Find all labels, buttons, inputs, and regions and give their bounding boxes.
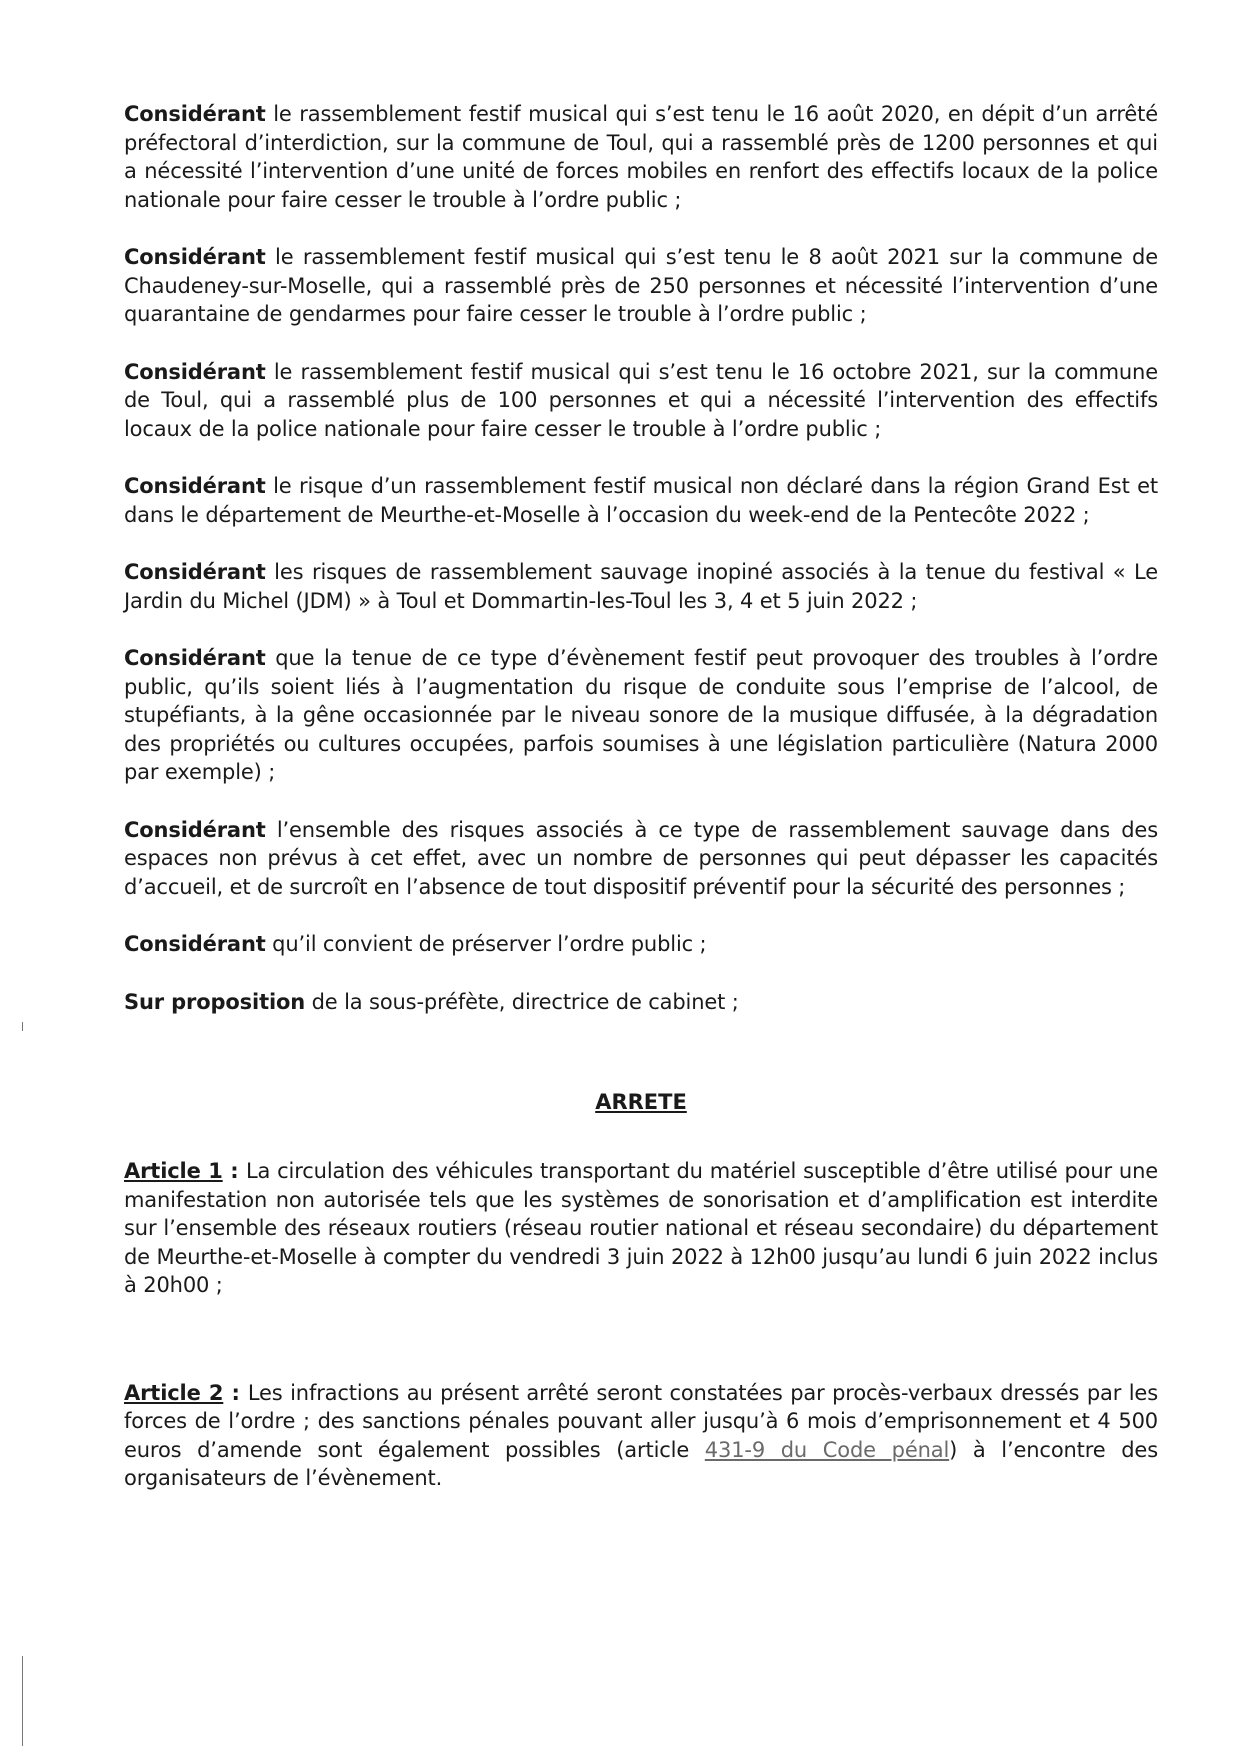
scan-margin-line [22, 1656, 23, 1746]
document-page [124, 100, 1158, 1522]
article-2-label: Article 2 [124, 1380, 224, 1405]
article-2 [124, 1379, 1158, 1493]
article-1-colon: : [222, 1159, 246, 1183]
considerant-text: l’ensemble des risques associés à ce type de rassemblement sauvage dans des espaces non prévus à cet effet, avec un nombre de personnes qui peut dépasser les capacités d’accueil, et de surcroît en l’absence de tout dispositif préventif pour la sécurité des personnes ; [124, 817, 1158, 899]
considerant-lead: Considérant [124, 817, 266, 842]
article-1-label: Article 1 [124, 1159, 223, 1183]
considerant-text: qu’il convient de préserver l’ordre public ; [265, 932, 707, 956]
scan-margin-mark [22, 1022, 23, 1031]
considerant-lead: Considérant [124, 359, 266, 384]
considerant-text: le rassemblement festif musical qui s’est tenu le 8 août 2021 sur la commune de Chaudeney-sur-Moselle, qui a rassemblé près de 250 personnes et nécessité l’intervention d’une quarantaine de gendarmes pour faire cesser le trouble à l’ordre public ; [124, 245, 1158, 326]
considerant-lead: Considérant [124, 932, 266, 956]
considerant-text: les risques de rassemblement sauvage inopiné associés à la tenue du festival « Le Jardin du Michel (JDM) » à Toul et Dommartin-les-Toul les 3, 4 et 5 juin 2022 ; [124, 560, 1158, 613]
considerant-text: le rassemblement festif musical qui s’est tenu le 16 août 2020, en dépit d’un arrêté préfectoral d’interdiction, sur la commune de Toul, qui a rassemblé près de 1200 personnes et qui a nécessité l’intervention d’une unité de forces mobiles en renfort des effectifs locaux de la police nationale pour faire cesser le trouble à l’ordre public ; [124, 102, 1158, 212]
article-2-text-before: Les infractions au présent arrêté seront constatées par procès-verbaux dressés par les forces de l’ordre ; des sanctions pénales pouvant aller jusqu’à 6 mois d’emprisonnement et 4 500 euros d’amende sont également possibles (article [124, 1380, 1158, 1462]
considerant-lead: Considérant [124, 560, 266, 584]
proposition-lead: Sur proposition [124, 989, 306, 1014]
considerant-text: que la tenue de ce type d’évènement festif peut provoquer des troubles à l’ordre public, qu’ils soient liés à l’augmentation du risque de conduite sous l’emprise de l’alcool, de stupéfiants, à la gêne occasionnée par le niveau sonore de la musique diffusée, à la dégradation des propriétés ou cultures occupées, parfois soumises à une législation particulière (Natura 2000 par exemple) ; [124, 646, 1158, 784]
article-2-text-after: ) à l’encontre des organisateurs de l’évènement. [124, 1437, 1158, 1490]
considerant-paragraph-5 [124, 558, 1158, 615]
considerant-paragraph-4 [124, 472, 1158, 529]
considerant-paragraph-8 [124, 930, 1158, 959]
considerant-paragraph-2 [124, 243, 1158, 329]
considerant-lead: Considérant [124, 646, 266, 670]
considerant-paragraph-1 [124, 100, 1158, 214]
considerant-paragraph-6 [124, 644, 1158, 787]
article-2-colon: : [223, 1380, 248, 1405]
considerant-paragraph-3 [124, 358, 1158, 444]
proposition-text: de la sous-préfète, directrice de cabinet ; [305, 989, 739, 1014]
article-1 [124, 1157, 1158, 1300]
considerant-paragraph-7 [124, 816, 1158, 902]
article-1-text: La circulation des véhicules transportant du matériel susceptible d’être utilisé pour une manifestation non autorisée tels que les systèmes de sonorisation et d’amplification est interdite sur l’ensemble des réseaux routiers (réseau routier national et réseau secondaire) du département de Meurthe-et-Moselle à compter du vendredi 3 juin 2022 à 12h00 jusqu’au lundi 6 juin 2022 inclus à 20h00 ; [124, 1159, 1159, 1297]
considerant-lead: Considérant [124, 474, 266, 498]
considerant-text: le risque d’un rassemblement festif musical non déclaré dans la région Grand Est et dans le département de Meurthe-et-Moselle à l’occasion du week-end de la Pentecôte 2022 ; [124, 474, 1158, 527]
considerant-text: le rassemblement festif musical qui s’est tenu le 16 octobre 2021, sur la commune de Toul, qui a rassemblé plus de 100 personnes et qui a nécessité l’intervention des effectifs locaux de la police nationale pour faire cesser le trouble à l’ordre public ; [124, 359, 1158, 441]
code-penal-link[interactable]: 431-9 du Code pénal [704, 1437, 950, 1462]
considerant-lead: Considérant [124, 102, 266, 126]
arrete-heading: ARRETE [595, 1090, 687, 1114]
considerant-lead: Considérant [124, 245, 266, 269]
proposition-paragraph [124, 988, 1158, 1017]
